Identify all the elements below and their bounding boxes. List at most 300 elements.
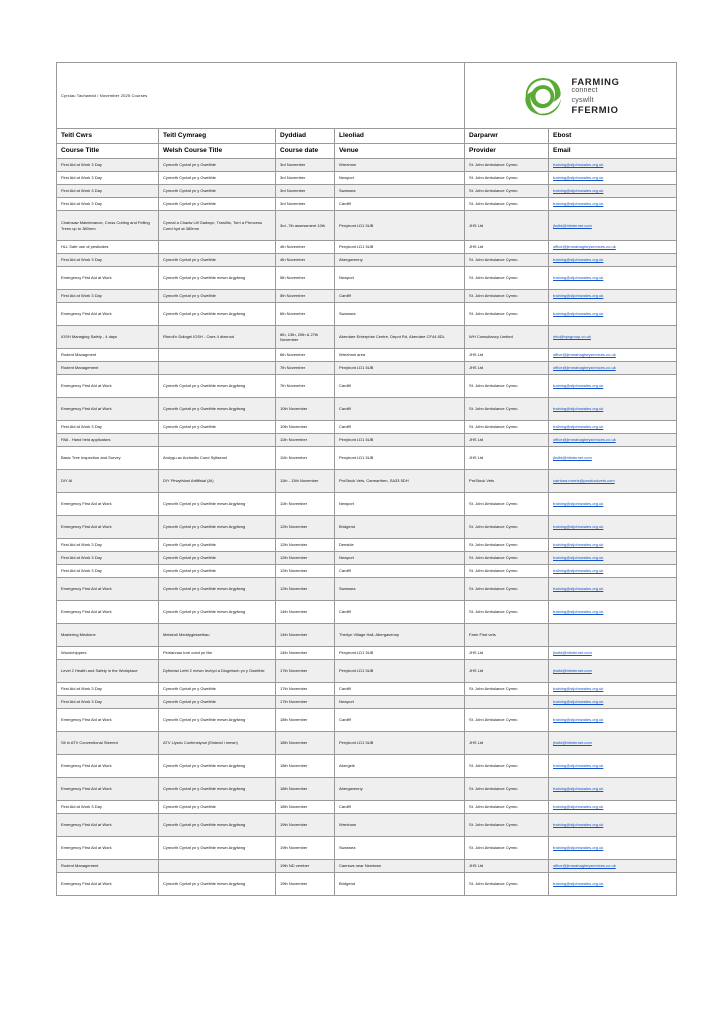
cell-course-date: 7th November <box>276 362 335 375</box>
cell-email[interactable] <box>549 516 677 539</box>
table-row <box>57 198 677 211</box>
logo-line-connect: connect <box>571 85 598 94</box>
cell-course-title: Rodent Management <box>57 362 159 375</box>
email-link[interactable]: training@stjohnwales.org.uk <box>553 293 604 299</box>
cell-venue: Penybont LD1 5UB <box>335 447 465 470</box>
cell-provider: St. John Ambulance Cymru <box>465 303 549 326</box>
table-row <box>57 552 677 565</box>
cell-welsh-course-title: Arolygu ac Archwilio Coed Sylfaenol <box>159 447 276 470</box>
cell-course-title: Emergency First Aid at Work <box>57 755 159 778</box>
cell-course-title: Emergency First Aid at Work <box>57 709 159 732</box>
cell-welsh-course-title: Meistroli Meddyginiaethau <box>159 624 276 647</box>
cell-email[interactable] <box>549 578 677 601</box>
email-link[interactable]: training@stjohnwales.org.uk <box>553 845 604 851</box>
cell-email[interactable] <box>549 172 677 185</box>
cell-course-date: 19th ND vember <box>276 860 335 873</box>
cell-provider: JHS Ltd <box>465 211 549 241</box>
cell-email[interactable] <box>549 801 677 814</box>
column-header-en-welsh-course-title: Welsh Course Title <box>159 144 276 159</box>
cell-course-title: First Aid at Work 3 Day <box>57 565 159 578</box>
cell-venue: Cardiff <box>335 375 465 398</box>
cell-provider: St. John Ambulance Cymru <box>465 601 549 624</box>
cell-welsh-course-title: Cymorth Cyntaf yn y Gweithle <box>159 159 276 172</box>
cell-venue: Cardiff <box>335 290 465 303</box>
cell-email[interactable] <box>549 267 677 290</box>
cell-welsh-course-title: Cymorth Cyntaf yn y Gweithle <box>159 290 276 303</box>
cell-welsh-course-title: Cymorth Cyntaf yn y Gweithle mewn Argyfwng <box>159 709 276 732</box>
cell-provider: St. John Ambulance Cymru <box>465 683 549 696</box>
email-link[interactable]: office@jimmahagheyservices.co.uk <box>553 352 616 358</box>
cell-venue: Caersws near Newtown <box>335 860 465 873</box>
cell-venue: Cardiff <box>335 709 465 732</box>
cell-email[interactable] <box>549 709 677 732</box>
cell-venue: Penybont LD1 5UB <box>335 241 465 254</box>
email-link[interactable]: training@stjohnwales.org.uk <box>553 162 604 168</box>
table-row <box>57 421 677 434</box>
logo-line-ffermio: FFERMIO <box>571 104 619 116</box>
cell-email[interactable] <box>549 860 677 873</box>
cell-course-date: 14th November <box>276 647 335 660</box>
email-link[interactable]: training@stjohnwales.org.uk <box>553 311 604 317</box>
cell-venue: Deeside <box>335 539 465 552</box>
cell-venue: ProStock Vets, Carmarthen, SA33 5DH <box>335 470 465 493</box>
cell-email[interactable] <box>549 349 677 362</box>
logo-line-farming: FARMING <box>571 75 620 87</box>
cell-venue: Abergele <box>335 755 465 778</box>
cell-welsh-course-title: Rheoli'n Ddiogel IOSH - Cwrs 4 diwrnod <box>159 326 276 349</box>
cell-provider: St. John Ambulance Cymru <box>465 778 549 801</box>
logo-line-cyswllt: cyswllt <box>571 96 594 104</box>
cell-course-date: 7th November <box>276 375 335 398</box>
cell-venue: Aberdare Enterprise Centre, Depot Rd, Aberdare CF44 8DL <box>335 326 465 349</box>
table-row <box>57 375 677 398</box>
email-link[interactable]: training@stjohnwales.org.uk <box>553 586 604 592</box>
table-row <box>57 647 677 660</box>
cell-email[interactable] <box>549 211 677 241</box>
cell-venue: Newport <box>335 172 465 185</box>
cell-course-date: 12th November <box>276 516 335 539</box>
cell-email[interactable] <box>549 362 677 375</box>
cell-email[interactable] <box>549 290 677 303</box>
cell-course-title: First Aid at Work 3 Day <box>57 198 159 211</box>
email-link[interactable]: office@jimmahagheyservices.co.uk <box>553 365 616 371</box>
cell-provider: Farm First vets <box>465 624 549 647</box>
email-link[interactable]: training@stjohnwales.org.uk <box>553 568 604 574</box>
cell-course-date: 3rd November <box>276 198 335 211</box>
email-link[interactable]: jhsltd@btinternet.com <box>553 650 592 656</box>
cell-course-date: 12th November <box>276 578 335 601</box>
column-header-cy-welsh-course-title: Teitl Cymraeg <box>159 129 276 144</box>
email-link[interactable]: jhsltd@btinternet.com <box>553 668 592 674</box>
cell-venue: Cardiff <box>335 801 465 814</box>
cell-course-date: 11th November <box>276 493 335 516</box>
cell-welsh-course-title: Cymorth Cyntaf yn y Gweithle mewn Argyfwng <box>159 837 276 860</box>
email-link[interactable]: training@stjohnwales.org.uk <box>553 424 604 430</box>
cell-email[interactable] <box>549 814 677 837</box>
cell-course-title: Chainsaw Maintenance, Cross Cutting and Felling Trees up to 380mm <box>57 211 159 241</box>
cell-email[interactable] <box>549 493 677 516</box>
cell-email[interactable] <box>549 837 677 860</box>
table-row <box>57 211 677 241</box>
cell-welsh-course-title: Cymorth Cyntaf yn y Gweithle mewn Argyfwng <box>159 778 276 801</box>
cell-course-date: 4th November <box>276 241 335 254</box>
cell-course-title: Mastering Medicine <box>57 624 159 647</box>
email-link[interactable]: training@stjohnwales.org.uk <box>553 609 604 615</box>
cell-course-title: Emergency First Aid at Work <box>57 516 159 539</box>
table-header-row-cy <box>57 129 677 144</box>
cell-provider: St. John Ambulance Cymru <box>465 565 549 578</box>
cell-course-date: 14th November <box>276 601 335 624</box>
cell-course-date: 11th November <box>276 447 335 470</box>
cell-email[interactable] <box>549 254 677 267</box>
cell-provider: St. John Ambulance Cymru <box>465 539 549 552</box>
cell-course-title: Level 2 Health and Safety in the Workplace <box>57 660 159 683</box>
column-header-en-provider: Provider <box>465 144 549 159</box>
cell-course-title: IOSH Managing Safely - 4 days <box>57 326 159 349</box>
cell-welsh-course-title: Cymorth Cyntaf yn y Gweithle <box>159 421 276 434</box>
column-header-cy-provider: Darparwr <box>465 129 549 144</box>
table-row <box>57 493 677 516</box>
cell-provider: St. John Ambulance Cymru <box>465 552 549 565</box>
cell-welsh-course-title: ATV Llywio Confensiynol (Eistedd i mewn) <box>159 732 276 755</box>
cell-venue: Bridgend <box>335 516 465 539</box>
table-header-row-en <box>57 144 677 159</box>
cell-venue: Penybont LD1 5UB <box>335 660 465 683</box>
cell-email[interactable] <box>549 778 677 801</box>
cell-venue: Newport <box>335 493 465 516</box>
cell-course-date: 6th November <box>276 349 335 362</box>
cell-welsh-course-title: Cymorth Cyntaf yn y Gweithle mewn Argyfwng <box>159 601 276 624</box>
email-link[interactable]: training@stjohnwales.org.uk <box>553 763 604 769</box>
cell-provider <box>465 696 549 709</box>
cell-provider: St. John Ambulance Cymru <box>465 755 549 778</box>
cell-course-title: First Aid at Work 3 Day <box>57 290 159 303</box>
cell-welsh-course-title: Cymorth Cyntaf yn y Gweithle mewn Argyfwng <box>159 873 276 896</box>
cell-provider: St. John Ambulance Cymru <box>465 159 549 172</box>
cell-venue: Penybont LD1 5UB <box>335 362 465 375</box>
cell-course-date: 10th November <box>276 398 335 421</box>
cell-provider: JHS Ltd <box>465 647 549 660</box>
cell-provider: St. John Ambulance Cymru <box>465 493 549 516</box>
cell-venue: Abergavenny <box>335 254 465 267</box>
cell-provider: St. John Ambulance Cymru <box>465 516 549 539</box>
cell-course-date: 17th November <box>276 660 335 683</box>
cell-welsh-course-title: Cymorth Cyntaf yn y Gweithle mewn Argyfwng <box>159 267 276 290</box>
cell-venue: Bridgend <box>335 873 465 896</box>
cell-email[interactable] <box>549 873 677 896</box>
cell-provider: St. John Ambulance Cymru <box>465 578 549 601</box>
table-row <box>57 516 677 539</box>
cell-email[interactable] <box>549 601 677 624</box>
table-row <box>57 660 677 683</box>
table-row <box>57 470 677 493</box>
cell-welsh-course-title <box>159 362 276 375</box>
cell-venue: Cardiff <box>335 398 465 421</box>
cell-course-title: First Aid at Work 3 Day <box>57 683 159 696</box>
cell-course-date: 11th November <box>276 434 335 447</box>
table-row <box>57 267 677 290</box>
email-link[interactable]: training@stjohnwales.org.uk <box>553 786 604 792</box>
cell-provider: JHS Ltd <box>465 434 549 447</box>
cell-venue: Penybont LD1 5UB <box>335 647 465 660</box>
table-row <box>57 873 677 896</box>
table-row <box>57 578 677 601</box>
cell-venue: Cardiff <box>335 198 465 211</box>
cell-venue: Penybont LD1 5UB <box>335 211 465 241</box>
cell-provider: St. John Ambulance Cymru <box>465 172 549 185</box>
table-row <box>57 696 677 709</box>
email-link[interactable]: training@stjohnwales.org.uk <box>553 804 604 810</box>
cell-course-date: 19th November <box>276 814 335 837</box>
title-row <box>57 63 677 129</box>
cell-course-date: 17th November <box>276 683 335 696</box>
cell-course-title: First Aid at Work 3 Day <box>57 159 159 172</box>
cell-course-title: Emergency First Aid at Work <box>57 493 159 516</box>
cell-venue: Swansea <box>335 303 465 326</box>
cell-welsh-course-title: Cymorth Cyntaf yn y Gweithle <box>159 683 276 696</box>
column-header-en-venue: Venue <box>335 144 465 159</box>
table-row <box>57 683 677 696</box>
cell-course-title: First Aid at Work 3 Day <box>57 801 159 814</box>
email-link[interactable]: office@jimmahagheyservices.co.uk <box>553 244 616 250</box>
email-link[interactable]: training@stjohnwales.org.uk <box>553 699 604 705</box>
table-row <box>57 601 677 624</box>
table-row <box>57 732 677 755</box>
cell-course-title: First Aid at Work 3 Day <box>57 552 159 565</box>
cell-course-date: 19th November <box>276 837 335 860</box>
cell-course-title: Sit in ATV Conventional Steered <box>57 732 159 755</box>
email-link[interactable]: jhsltd@btinternet.com <box>553 455 592 461</box>
cell-course-title: DIY AI <box>57 470 159 493</box>
email-link[interactable]: training@stjohnwales.org.uk <box>553 542 604 548</box>
email-link[interactable]: training@stjohnwales.org.uk <box>553 555 604 561</box>
cell-venue: Newport <box>335 552 465 565</box>
cell-course-date: 5th November <box>276 290 335 303</box>
email-link[interactable]: training@stjohnwales.org.uk <box>553 524 604 530</box>
cell-welsh-course-title: Cymorth Cyntaf yn y Gweithle <box>159 172 276 185</box>
cell-venue: Wrexham <box>335 814 465 837</box>
email-link[interactable]: office@jimmahagheyservices.co.uk <box>553 863 616 869</box>
cell-provider: St. John Ambulance Cymru <box>465 837 549 860</box>
cell-venue: Newport <box>335 267 465 290</box>
cell-course-date: 10th November <box>276 421 335 434</box>
email-link[interactable]: training@stjohnwales.org.uk <box>553 686 604 692</box>
cell-venue: Penybont LD1 5UB <box>335 732 465 755</box>
cell-provider: St. John Ambulance Cymru <box>465 198 549 211</box>
email-link[interactable]: training@stjohnwales.org.uk <box>553 822 604 828</box>
cell-welsh-course-title: Cymorth Cyntaf yn y Gweithle <box>159 696 276 709</box>
cell-welsh-course-title: Cymorth Cyntaf yn y Gweithle mewn Argyfwng <box>159 814 276 837</box>
cell-course-title: Emergency First Aid at Work <box>57 375 159 398</box>
cell-email[interactable] <box>549 647 677 660</box>
cell-course-title: Emergency First Aid at Work <box>57 814 159 837</box>
email-link[interactable]: training@stjohnwales.org.uk <box>553 383 604 389</box>
cell-welsh-course-title: Cymorth Cyntaf yn y Gweithle mewn Argyfwng <box>159 578 276 601</box>
cell-email[interactable] <box>549 434 677 447</box>
email-link[interactable]: office@jimmahagheyservices.co.uk <box>553 437 616 443</box>
cell-email[interactable] <box>549 375 677 398</box>
cell-course-title: Emergency First Aid at Work <box>57 837 159 860</box>
cell-welsh-course-title: DIY Ffrwythloni Artiffisial (AI) <box>159 470 276 493</box>
cell-course-title: Emergency First Aid at Work <box>57 303 159 326</box>
cell-welsh-course-title <box>159 349 276 362</box>
cell-provider: St. John Ambulance Cymru <box>465 709 549 732</box>
cell-course-date: 18th November <box>276 755 335 778</box>
cell-venue: Penybont LD1 5UB <box>335 434 465 447</box>
cell-course-date: 3rd November <box>276 172 335 185</box>
email-link[interactable]: training@stjohnwales.org.uk <box>553 175 604 181</box>
cell-venue: Cardiff <box>335 565 465 578</box>
cell-provider: St. John Ambulance Cymru <box>465 814 549 837</box>
email-link[interactable]: training@stjohnwales.org.uk <box>553 501 604 507</box>
cell-email[interactable] <box>549 326 677 349</box>
table-row <box>57 326 677 349</box>
email-link[interactable]: info@bpsgroup.co.uk <box>553 334 591 340</box>
cell-email[interactable] <box>549 198 677 211</box>
cell-welsh-course-title <box>159 241 276 254</box>
cell-email[interactable] <box>549 565 677 578</box>
email-link[interactable]: jhsltd@btinternet.com <box>553 222 592 228</box>
table-row <box>57 159 677 172</box>
email-link[interactable]: training@stjohnwales.org.uk <box>553 717 604 723</box>
cell-email[interactable] <box>549 303 677 326</box>
cell-course-date: 12th November <box>276 539 335 552</box>
cell-course-date: 6th November <box>276 303 335 326</box>
table-row <box>57 185 677 198</box>
cell-provider: JHS Ltd <box>465 349 549 362</box>
cell-course-title: First Aid at Work 3 Day <box>57 254 159 267</box>
cell-welsh-course-title: Cymorth Cyntaf yn y Gweithle mewn Argyfwng <box>159 755 276 778</box>
table-row <box>57 778 677 801</box>
cell-provider: JHS Ltd <box>465 362 549 375</box>
cell-welsh-course-title: Cymorth Cyntaf yn y Gweithle mewn Argyfwng <box>159 398 276 421</box>
table-row <box>57 624 677 647</box>
cell-course-title: Woodchippers <box>57 647 159 660</box>
cell-welsh-course-title: Cymorth Cyntaf yn y Gweithle <box>159 254 276 267</box>
table-row <box>57 398 677 421</box>
cell-email[interactable] <box>549 185 677 198</box>
cell-venue: Wrexham <box>335 159 465 172</box>
cell-venue: Newport <box>335 696 465 709</box>
cell-course-title: PA6 - Hand held applicators <box>57 434 159 447</box>
cell-email[interactable] <box>549 539 677 552</box>
cell-course-title: First Aid at Work 3 Day <box>57 172 159 185</box>
cell-provider: St. John Ambulance Cymru <box>465 290 549 303</box>
cell-course-title: First Aid at Work 3 Day <box>57 185 159 198</box>
cell-course-date: 3rd November <box>276 185 335 198</box>
email-link[interactable]: training@stjohnwales.org.uk <box>553 257 604 263</box>
cell-provider: St. John Ambulance Cymru <box>465 873 549 896</box>
cell-course-title: Emergency First Aid at Work <box>57 601 159 624</box>
cell-welsh-course-title: Cymorth Cyntaf yn y Gweithle <box>159 552 276 565</box>
cell-email[interactable] <box>549 552 677 565</box>
cell-course-date: 18th November <box>276 709 335 732</box>
email-link[interactable]: catriona.morris@prostockvets.com <box>553 478 615 484</box>
cell-email <box>549 624 677 647</box>
cell-course-title: Emergency First Aid at Work <box>57 873 159 896</box>
cell-provider: JHS Ltd <box>465 660 549 683</box>
cell-welsh-course-title: Cymorth Cyntaf yn y Gweithle <box>159 198 276 211</box>
cell-email[interactable] <box>549 470 677 493</box>
cell-course-title: Basic Tree Inspection and Survey <box>57 447 159 470</box>
courses-table <box>56 62 677 896</box>
table-row <box>57 755 677 778</box>
cell-course-title: HLL Safe use of pesticides <box>57 241 159 254</box>
brand-logo <box>465 63 677 129</box>
cell-venue: Abergavenny <box>335 778 465 801</box>
table-row <box>57 814 677 837</box>
cell-course-title: Emergency First Aid at Work <box>57 578 159 601</box>
column-header-cy-course-date: Dyddiad <box>276 129 335 144</box>
cell-course-title: Emergency First Aid at Work <box>57 398 159 421</box>
page-title: Cyrsiau Tachwedd / November 2025 Courses <box>57 63 465 129</box>
cell-welsh-course-title: Cymorth Cyntaf yn y Gweithle mewn Argyfwng <box>159 516 276 539</box>
cell-course-date: 5th November <box>276 267 335 290</box>
cell-email[interactable] <box>549 660 677 683</box>
logo-wordmark <box>571 77 619 115</box>
cell-email[interactable] <box>549 732 677 755</box>
email-link[interactable]: training@stjohnwales.org.uk <box>553 406 604 412</box>
cell-course-date: 17th November <box>276 696 335 709</box>
cell-course-title: Rodent Management <box>57 860 159 873</box>
table-row <box>57 801 677 814</box>
cell-email[interactable] <box>549 398 677 421</box>
cell-provider: St. John Ambulance Cymru <box>465 185 549 198</box>
email-link[interactable]: training@stjohnwales.org.uk <box>553 188 604 194</box>
cell-email[interactable] <box>549 696 677 709</box>
table-row <box>57 172 677 185</box>
cell-venue: Cardiff <box>335 601 465 624</box>
table-row <box>57 303 677 326</box>
email-link[interactable]: training@stjohnwales.org.uk <box>553 201 604 207</box>
column-header-en-course-title: Course Title <box>57 144 159 159</box>
email-link[interactable]: jhsltd@btinternet.com <box>553 740 592 746</box>
cell-welsh-course-title: Dyfinriad Lefel 2 mewn Iechyd a Diogelwch yn y Gweithle <box>159 660 276 683</box>
cell-provider: ProStock Vets <box>465 470 549 493</box>
email-link[interactable]: training@stjohnwales.org.uk <box>553 881 604 887</box>
cell-email[interactable] <box>549 159 677 172</box>
cell-course-date: 3rd -7th assessment 10th <box>276 211 335 241</box>
cell-email[interactable] <box>549 421 677 434</box>
farming-connect-swirl-icon <box>522 75 564 117</box>
cell-provider: JHS Ltd <box>465 732 549 755</box>
cell-email[interactable] <box>549 755 677 778</box>
cell-welsh-course-title: Cymorth Cyntaf yn y Gweithle <box>159 565 276 578</box>
column-header-cy-email: Ebost <box>549 129 677 144</box>
cell-provider: JHS Ltd <box>465 860 549 873</box>
cell-welsh-course-title: Cymorth Cyntaf yn y Gweithle <box>159 539 276 552</box>
cell-welsh-course-title: Cymorth Cyntaf yn y Gweithle mewn Argyfwng <box>159 303 276 326</box>
cell-venue: Cardiff <box>335 683 465 696</box>
cell-venue: Therlyn Village Hall, Abergavenny <box>335 624 465 647</box>
table-row <box>57 837 677 860</box>
cell-course-date: 11th - 13th November <box>276 470 335 493</box>
table-row <box>57 290 677 303</box>
cell-email[interactable] <box>549 447 677 470</box>
cell-provider: St. John Ambulance Cymru <box>465 267 549 290</box>
cell-welsh-course-title: Cynnal a Chadw Llif Gadwyn, Trwsillio, Torri a Phrocesu Coed hyd at 380mm <box>159 211 276 241</box>
cell-provider: St. John Ambulance Cymru <box>465 421 549 434</box>
cell-email[interactable] <box>549 241 677 254</box>
cell-provider: JHS Ltd <box>465 241 549 254</box>
cell-venue: Wrexham area <box>335 349 465 362</box>
table-row <box>57 349 677 362</box>
table-row <box>57 539 677 552</box>
cell-email[interactable] <box>549 683 677 696</box>
column-header-en-course-date: Course date <box>276 144 335 159</box>
cell-course-title: Rodent Managment <box>57 349 159 362</box>
email-link[interactable]: training@stjohnwales.org.uk <box>553 275 604 281</box>
